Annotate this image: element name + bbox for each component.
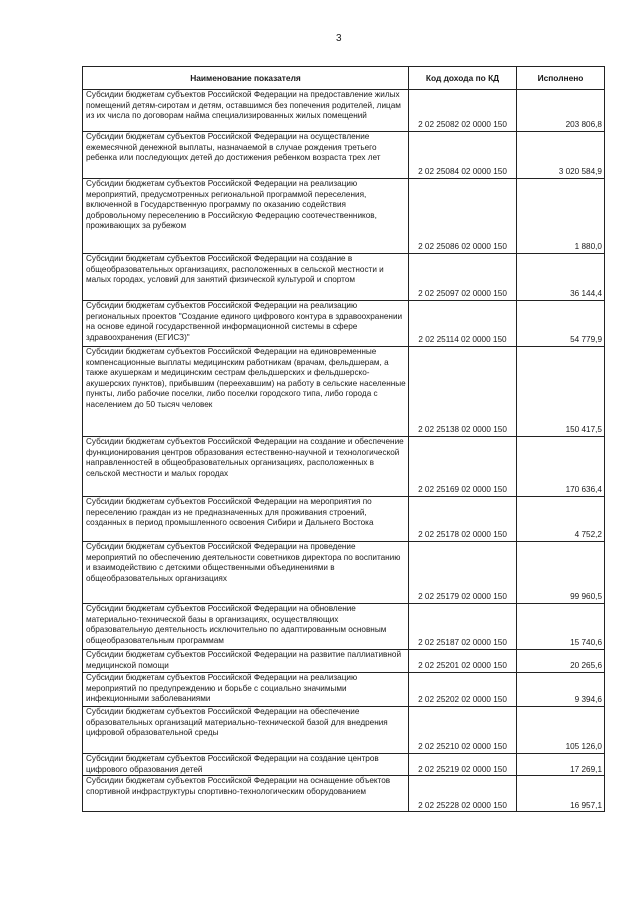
row-name: Субсидии бюджетам субъектов Российской Федерации на обеспечение образовательных организаций материально-технической базой для внедрения цифровой образовательной среды bbox=[83, 707, 409, 754]
table-row bbox=[83, 254, 605, 301]
row-name: Субсидии бюджетам субъектов Российской Федерации на реализацию мероприятий, предусмотренных региональной программой переселения, включенной в Государственную программу по оказанию содействия добровольному переселению в Российскую Федерацию соотечественников, проживающих за рубежом bbox=[83, 179, 409, 254]
row-name: Субсидии бюджетам субъектов Российской Федерации на мероприятия по переселению граждан из не предназначенных для проживания строений, созданных в период промышленного освоения Сибири и Дальнего Востока bbox=[83, 497, 409, 542]
table-row bbox=[83, 347, 605, 437]
table-row bbox=[83, 673, 605, 707]
table-row bbox=[83, 542, 605, 604]
page-number: 3 bbox=[336, 33, 342, 44]
table-row bbox=[83, 754, 605, 776]
header-executed: Исполнено bbox=[517, 67, 605, 90]
table-row bbox=[83, 707, 605, 754]
table-row bbox=[83, 179, 605, 254]
row-name: Субсидии бюджетам субъектов Российской Федерации на проведение мероприятий по обеспечению деятельности советников директора по воспитанию и взаимодействию с детскими общественными объединениями в общеобразовательных организациях bbox=[83, 542, 409, 604]
row-name: Субсидии бюджетам субъектов Российской Федерации на создание центров цифрового образования детей bbox=[83, 754, 409, 776]
row-code: 2 02 25084 02 0000 150 bbox=[409, 132, 517, 179]
row-code: 2 02 25187 02 0000 150 bbox=[409, 604, 517, 650]
row-value: 9 394,6 bbox=[517, 673, 605, 707]
row-code: 2 02 25086 02 0000 150 bbox=[409, 179, 517, 254]
row-value: 99 960,5 bbox=[517, 542, 605, 604]
table-row bbox=[83, 604, 605, 650]
row-code: 2 02 25210 02 0000 150 bbox=[409, 707, 517, 754]
row-name: Субсидии бюджетам субъектов Российской Федерации на предоставление жилых помещений детям-сиротам и детям, оставшимся без попечения родителей, лицам из их числа по договорам найма специализированных жилых помещений bbox=[83, 90, 409, 132]
row-value: 15 740,6 bbox=[517, 604, 605, 650]
row-value: 4 752,2 bbox=[517, 497, 605, 542]
row-name: Субсидии бюджетам субъектов Российской Федерации на создание в общеобразовательных организациях, расположенных в сельской местности и малых городах, условий для занятий физической культурой и спортом bbox=[83, 254, 409, 301]
row-value: 54 779,9 bbox=[517, 301, 605, 347]
row-code: 2 02 25114 02 0000 150 bbox=[409, 301, 517, 347]
table-row bbox=[83, 437, 605, 497]
budget-revenue-table bbox=[82, 66, 605, 812]
row-code: 2 02 25219 02 0000 150 bbox=[409, 754, 517, 776]
row-code: 2 02 25097 02 0000 150 bbox=[409, 254, 517, 301]
row-code: 2 02 25201 02 0000 150 bbox=[409, 650, 517, 673]
row-code: 2 02 25178 02 0000 150 bbox=[409, 497, 517, 542]
row-code: 2 02 25179 02 0000 150 bbox=[409, 542, 517, 604]
row-code: 2 02 25138 02 0000 150 bbox=[409, 347, 517, 437]
row-value: 16 957,1 bbox=[517, 776, 605, 812]
table-row bbox=[83, 132, 605, 179]
row-name: Субсидии бюджетам субъектов Российской Федерации на оснащение объектов спортивной инфраструктуры спортивно-технологическим оборудованием bbox=[83, 776, 409, 812]
row-name: Субсидии бюджетам субъектов Российской Федерации на осуществление ежемесячной денежной выплаты, назначаемой в случае рождения третьего ребенка или последующих детей до достижения ребенком возраста трех лет bbox=[83, 132, 409, 179]
table-row bbox=[83, 497, 605, 542]
table-row bbox=[83, 301, 605, 347]
table-row bbox=[83, 90, 605, 132]
table-header-row bbox=[83, 67, 605, 90]
row-value: 150 417,5 bbox=[517, 347, 605, 437]
row-name: Субсидии бюджетам субъектов Российской Федерации на реализацию региональных проектов "Создание единого цифрового контура в здравоохранении на основе единой государственной информационной системы в сфере здравоохранения (ЕГИСЗ)" bbox=[83, 301, 409, 347]
header-revenue-code: Код дохода по КД bbox=[409, 67, 517, 90]
row-code: 2 02 25082 02 0000 150 bbox=[409, 90, 517, 132]
row-value: 170 636,4 bbox=[517, 437, 605, 497]
row-code: 2 02 25202 02 0000 150 bbox=[409, 673, 517, 707]
row-name: Субсидии бюджетам субъектов Российской Федерации на реализацию мероприятий по предупреждению и борьбе с социально значимыми инфекционными заболеваниями bbox=[83, 673, 409, 707]
row-value: 17 269,1 bbox=[517, 754, 605, 776]
row-value: 36 144,4 bbox=[517, 254, 605, 301]
row-name: Субсидии бюджетам субъектов Российской Федерации на развитие паллиативной медицинской помощи bbox=[83, 650, 409, 673]
header-indicator-name: Наименование показателя bbox=[83, 67, 409, 90]
row-name: Субсидии бюджетам субъектов Российской Федерации на единовременные компенсационные выплаты медицинским работникам (врачам, фельдшерам, а также акушеркам и медицинским сестрам фельдшерских и фельдшерско-акушерских пунктов), прибывшим (переехавшим) на работу в сельские населенные пункты, либо рабочие поселки, либо поселки городского типа, либо города с населением до 50 тысяч человек bbox=[83, 347, 409, 437]
row-value: 20 265,6 bbox=[517, 650, 605, 673]
row-name: Субсидии бюджетам субъектов Российской Федерации на создание и обеспечение функционирования центров образования естественно-научной и технологической направленностей в общеобразовательных организациях, расположенных в сельской местности и малых городах bbox=[83, 437, 409, 497]
row-value: 203 806,8 bbox=[517, 90, 605, 132]
row-name: Субсидии бюджетам субъектов Российской Федерации на обновление материально-технической базы в организациях, осуществляющих образовательную деятельность исключительно по адаптированным основным общеобразовательным программам bbox=[83, 604, 409, 650]
row-value: 3 020 584,9 bbox=[517, 132, 605, 179]
row-value: 105 126,0 bbox=[517, 707, 605, 754]
row-code: 2 02 25228 02 0000 150 bbox=[409, 776, 517, 812]
row-code: 2 02 25169 02 0000 150 bbox=[409, 437, 517, 497]
table-row bbox=[83, 776, 605, 812]
row-value: 1 880,0 bbox=[517, 179, 605, 254]
table-row bbox=[83, 650, 605, 673]
